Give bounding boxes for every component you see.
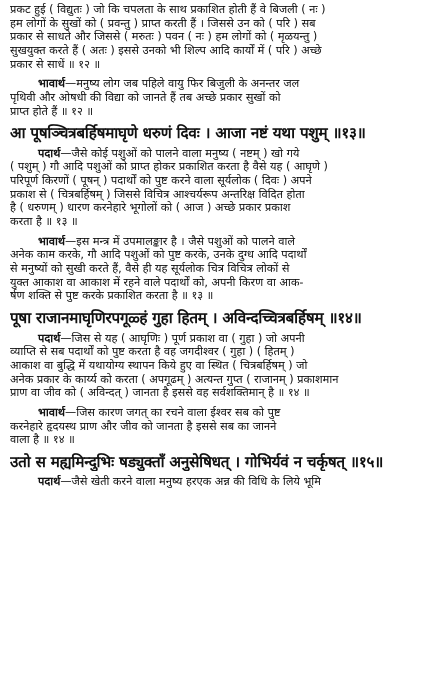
padarth-label: पदार्थ bbox=[38, 146, 61, 160]
text-line: करनेहारे हृदयस्थ प्राण और जीव को जानता है इससे सब का जानने bbox=[10, 419, 277, 433]
text-line: हम लोगों के सुखों को ( प्रवन्तु ) प्राप्त करती हैं । जिससे उन को ( परि ) सब bbox=[10, 16, 316, 30]
text-line: प्राप्त होते हैं ॥ १२ ॥ bbox=[10, 104, 94, 118]
bhavarth-label: भावार्थ bbox=[38, 234, 66, 248]
text-line: प्राण वा जीव को ( अविन्दत् ) जानता है इससे वह सर्वशक्तिमान् है ॥ १४ ॥ bbox=[10, 386, 310, 400]
text-line: युक्त आकाश वा आकाश में रहने वाले पदार्थों को, अपनी किरण वा आक- bbox=[10, 275, 304, 289]
text-line: पृथिवी और ओषधी की विद्या को जानते हैं तब अच्छे प्रकार सुखों को bbox=[10, 90, 281, 104]
text-line-content: —जिस कारण जगत् का रचने वाला ईश्वर सब को पुष्ट bbox=[65, 405, 281, 419]
text-line bbox=[10, 332, 432, 346]
text-line-content: —इस मन्त्र में उपमालङ्कार है । जैसे पशुओं को पालने वाले bbox=[65, 234, 295, 248]
text-line: प्रकाश से ( चित्रबर्हिषम् ) जिससे विचित्र आश्चर्यरूप अन्तरिक्ष विदित होता bbox=[10, 187, 305, 201]
padarth-12-paragraph bbox=[10, 3, 432, 71]
bhavarth-13-paragraph bbox=[10, 235, 432, 303]
text-line: वाला है ॥ १४ ॥ bbox=[10, 433, 75, 447]
text-line-content: —जिस से यह ( आघृणिः ) पूर्ण प्रकाश वा ( गुहा ) जो अपनी bbox=[60, 331, 305, 345]
text-line: करता है ॥ १३ ॥ bbox=[10, 215, 78, 229]
bhavarth-14-paragraph bbox=[10, 406, 432, 447]
bhavarth-12-paragraph bbox=[10, 77, 432, 118]
padarth-label: पदार्थ bbox=[38, 475, 61, 489]
text-line: प्रकार से साधें ॥ १२ ॥ bbox=[10, 57, 101, 71]
text-line: है ( धरुणम् ) धारण करनेहारे भूगोलों को ( आज ) अच्छे प्रकार प्रकाश bbox=[10, 201, 291, 215]
verse-15: उतो स मह्यमिन्दुभिः षड्युक्ताँ अनुसेषिधत् । गोभिर्यवं न चर्कृषत् ॥१५॥ bbox=[10, 452, 384, 471]
text-line-content: —जैसे खेती करने वाला मनुष्य हरएक अन्न की विधि के लिये भूमि bbox=[60, 475, 321, 489]
text-line: से मनुष्यों को सुखी करते हैं, वैसे ही यह सूर्यलोक चित्र विचित्र लोकों से bbox=[10, 262, 290, 276]
text-line: र्षण शक्ति से पुष्ट करके प्रकाशित करता है ॥ १३ ॥ bbox=[10, 289, 214, 303]
padarth-14-paragraph bbox=[10, 332, 432, 400]
text-line bbox=[10, 147, 432, 161]
text-line bbox=[10, 406, 432, 420]
text-line: व्याप्ति से सब पदार्थों को पुष्ट करता है वह जगदीश्वर ( गुहा ) ( हितम् ) bbox=[10, 345, 295, 359]
text-line: सुखयुक्त करते हैं ( अतः ) इससे उनको भी शिल्प आदि कार्यों में ( परि ) अच्छे bbox=[10, 43, 322, 57]
padarth-label: पदार्थ bbox=[38, 331, 61, 345]
text-line: प्रकार से साधते और जिससे ( मरुतः ) पवन ( नः ) हम लोगों को ( मृळयन्तु ) bbox=[10, 30, 318, 44]
text-line bbox=[10, 475, 432, 489]
padarth-13-paragraph bbox=[10, 147, 432, 229]
bhavarth-label: भावार्थ bbox=[38, 77, 66, 91]
text-line: आकाश वा बुद्धि में यथायोग्य स्थापन किये हुए वा स्थित ( चित्रबर्हिषम् ) जो bbox=[10, 358, 308, 372]
verse-13: आ पूषञ्चित्रबर्हिषमाघृणे धरुणं दिवः । आजा नष्टं यथा पशुम् ॥१३॥ bbox=[10, 124, 366, 143]
text-line: प्रकट हुई ( विद्युतः ) जो कि चपलता के साथ प्रकाशित होती हैं वे बिजली ( नः ) bbox=[10, 3, 326, 16]
verse-14: पूषा राजानमाघृणिरपगूळ्हं गुहा हितम् । अविन्दच्चित्रबर्हिषम् ॥१४॥ bbox=[10, 309, 362, 328]
text-line: परिपूर्ण किरणों ( पूषन् ) पदार्थों को पुष्ट करने वाला सूर्यलोक ( दिवः ) अपने bbox=[10, 174, 312, 188]
text-line: अनेक प्रकार के कार्य्य को करता ( अपगूढम् ) अत्यन्त गुप्त ( राजानम् ) प्रकाशमान bbox=[10, 372, 339, 386]
text-line-content: —जैसे कोई पशुओं को पालने वाला मनुष्य ( नष्टम् ) खो गये bbox=[60, 146, 300, 160]
text-line: ( पशुम् ) गौ आदि पशुओं को प्राप्त होकर प्रकाशित करता है वैसे यह ( आघृणे ) bbox=[10, 160, 328, 174]
text-line: अनेक काम करके, गौ आदि पशुओं को पुष्ट करके, उनके दुग्ध आदि पदार्थों bbox=[10, 248, 307, 262]
text-line bbox=[10, 77, 432, 91]
text-line bbox=[10, 235, 432, 249]
padarth-15-paragraph bbox=[10, 475, 432, 489]
bhavarth-label: भावार्थ bbox=[38, 405, 66, 419]
text-line-content: —मनुष्य लोग जब पहिले वायु फिर बिजुली के अनन्तर जल bbox=[65, 77, 300, 91]
